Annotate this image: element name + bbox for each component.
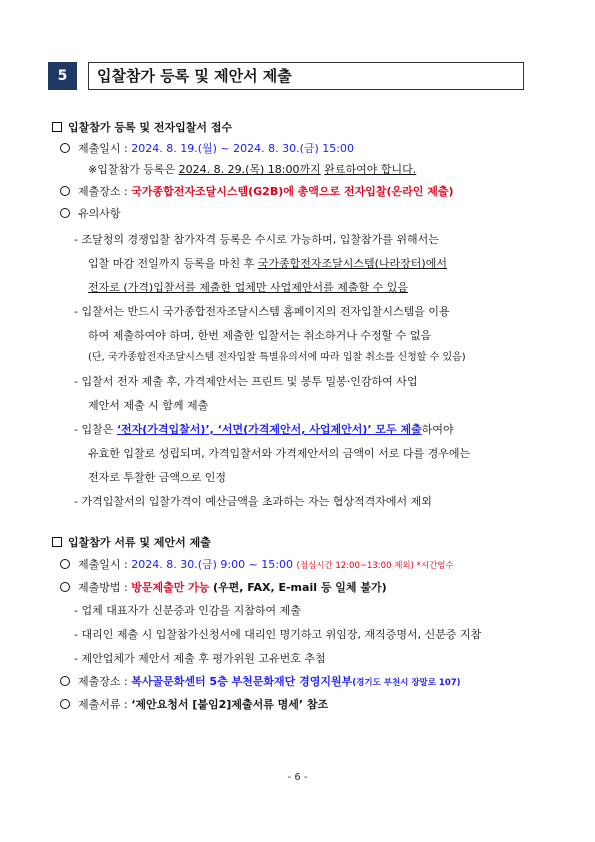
caution-4-line-1 xyxy=(74,422,454,437)
submit-period-label: 제출일시 : xyxy=(78,142,128,155)
section-title: 입찰참가 등록 및 제안서 제출 xyxy=(88,62,524,90)
submit-documents-value: ‘제안요청서 [붙임2]제출서류 명세’ 참조 xyxy=(131,698,329,711)
method-item-1: - 업체 대표자가 신분증과 인감을 지참하여 제출 xyxy=(74,604,301,617)
caution-2-line-1: - 입찰서는 반드시 국가종합전자조달시스템 홈페이지의 전자입찰시스템을 이용 xyxy=(74,305,450,318)
caution-1-text: 입찰 마감 전일까지 등록을 마친 후 xyxy=(88,257,255,270)
subsection-2-title: 입찰참가 서류 및 제안서 제출 xyxy=(68,536,211,549)
caution-2-line-3: (단, 국가종합전자조달시스템 전자입찰 특별유의서에 따라 입찰 취소를 신청할 수 있음) xyxy=(88,352,466,363)
circle-bullet-icon xyxy=(60,208,70,218)
checkbox-square-icon xyxy=(52,537,62,547)
note-deadline: 2024. 8. 29.(목) 18:00까지 xyxy=(178,163,321,176)
circle-bullet-icon xyxy=(60,186,70,196)
circle-bullet-icon xyxy=(60,699,70,709)
submit-method-label: 제출방법 : xyxy=(78,581,128,594)
submit-time-label: 제출일시 : xyxy=(78,558,128,571)
section-header xyxy=(48,62,524,90)
checkbox-square-icon xyxy=(52,122,62,132)
submit-time-line xyxy=(60,557,454,574)
caution-5-line-1: - 가격입찰서의 입찰가격이 예산금액을 초과하는 자는 협상적격자에서 제외 xyxy=(74,495,432,508)
caution-4-suffix: 하여야 xyxy=(421,423,454,436)
submit-location-value: 복사골문화센터 5층 부천문화재단 경영지원부 xyxy=(131,675,353,688)
subsection-1-title: 입찰참가 등록 및 전자입찰서 접수 xyxy=(68,121,233,134)
caution-4-line-3: 전자로 투찰한 금액으로 인정 xyxy=(88,471,227,484)
submit-time-value: 2024. 8. 30.(금) 9:00 ~ 15:00 xyxy=(131,558,294,571)
submit-period-value: 2024. 8. 19.(월) ~ 2024. 8. 30.(금) 15:00 xyxy=(131,142,354,155)
submit-time-note: (점심시간 12:00~13:00 제외) *시간엄수 xyxy=(296,561,454,571)
submit-documents-label: 제출서류 : xyxy=(78,698,128,711)
submit-period-line xyxy=(60,141,354,156)
submit-method-note: (우편, FAX, E-mail 등 일체 불가) xyxy=(212,581,387,594)
caution-1-system-name: 국가종합전자조달시스템(나라장터)에서 xyxy=(257,257,447,270)
section-number-badge: 5 xyxy=(48,62,77,90)
method-item-2: - 대리인 제출 시 입찰참가신청서에 대리인 명기하고 위임장, 재직증명서, 신분증 지참 xyxy=(74,628,482,641)
note-prefix: ※입찰참가 등록은 xyxy=(88,163,176,176)
subsection-2-heading xyxy=(52,535,211,550)
caution-1-line-1: - 조달청의 경쟁입찰 참가자격 등록은 수시로 가능하며, 입찰참가를 위해서는 xyxy=(74,233,439,246)
caution-3-line-1: - 입찰서 전자 제출 후, 가격제안서는 프린트 및 봉투 밀봉·인감하여 사업 xyxy=(74,375,418,388)
caution-3-line-2: 제안서 제출 시 함께 제출 xyxy=(88,399,209,412)
submit-location-address: (경기도 부천시 장말로 107) xyxy=(352,678,461,688)
circle-bullet-icon xyxy=(60,559,70,569)
submit-place-label: 제출장소 : xyxy=(78,185,128,198)
caution-4-line-2: 유효한 입찰로 성립되며, 가격입찰서와 가격제안서의 금액이 서로 다를 경우에는 xyxy=(88,447,471,460)
submit-location-label: 제출장소 : xyxy=(78,675,128,688)
submit-documents-line xyxy=(60,697,328,712)
note-suffix: 완료하여야 합니다. xyxy=(324,163,417,176)
caution-2-line-2: 하여 제출하여야 하며, 한번 제출한 입찰서는 취소하거나 수정할 수 없음 xyxy=(88,329,432,342)
submit-place-line xyxy=(60,184,454,199)
caution-1-line-3: 전자로 (가격)입찰서를 제출한 업체만 사업제안서를 제출할 수 있음 xyxy=(88,281,408,294)
subsection-1-heading xyxy=(52,120,232,135)
registration-note xyxy=(88,162,416,177)
submit-place-value: 국가종합전자조달시스템(G2B)에 총액으로 전자입찰(온라인 제출) xyxy=(131,185,454,198)
caution-heading xyxy=(60,206,121,221)
circle-bullet-icon xyxy=(60,676,70,686)
submit-method-value: 방문제출만 가능 xyxy=(131,581,210,594)
caution-4-emphasis: ‘전자(가격입찰서)’, ‘서면(가격제안서, 사업제안서)’ 모두 제출 xyxy=(116,423,422,436)
submit-location-line xyxy=(60,674,461,691)
method-item-3: - 제안업체가 제안서 제출 후 평가위원 고유번호 추첨 xyxy=(74,652,326,665)
circle-bullet-icon xyxy=(60,143,70,153)
caution-label: 유의사항 xyxy=(78,207,121,220)
circle-bullet-icon xyxy=(60,582,70,592)
submit-method-line xyxy=(60,580,387,595)
caution-1-line-2 xyxy=(88,256,447,271)
page-number: - 6 - xyxy=(287,772,308,783)
caution-4-prefix: - 입찰은 xyxy=(74,423,114,436)
